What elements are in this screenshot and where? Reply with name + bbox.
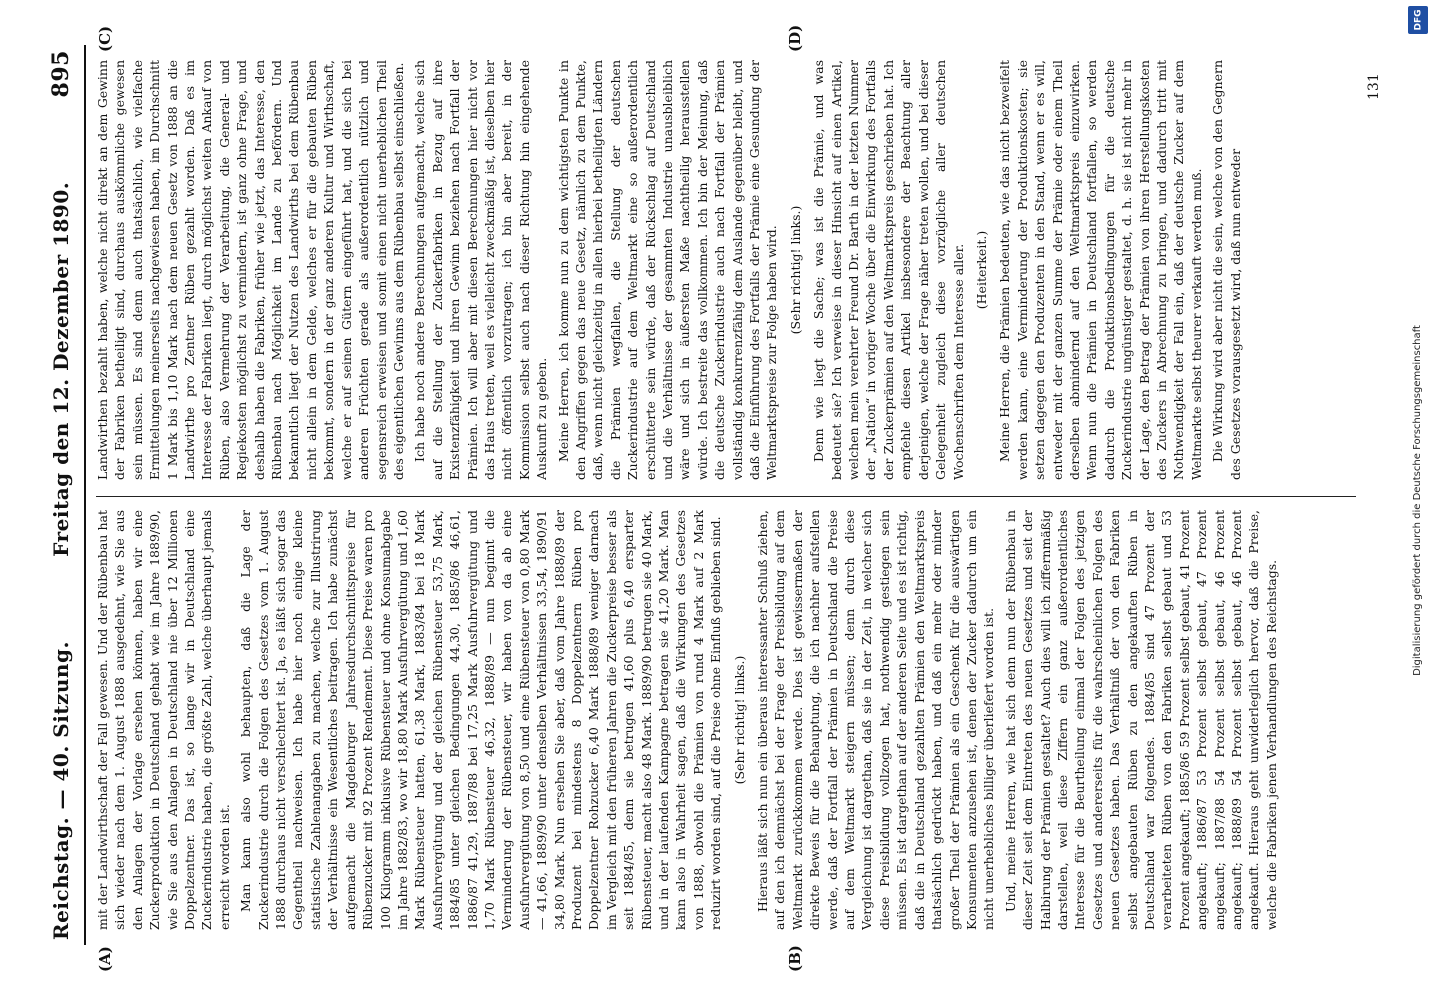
attribution-strip [1406, 0, 1428, 1000]
left-paragraph-1: mit der Landwirthschaft der Fall gewesen. Und der Rübenbau hat sich wieder nach dem 1. August 1888 ausgedehnt, wie Sie aus den Anlagen der Vorlage ersehen können, haben wir eine Zuckerproduktion in Deutschland gehabt wie im Jahre 1889/90, wie Sie aus den Anlagen in Deutschland nie über 12 Millionen Doppelzentner. Das ist, so lange wir in Deutschland eine Zuckerindustrie haben, die größte Zahl, welche überhaupt jemals erreicht worden ist. [95, 510, 232, 930]
dfg-logo: DFG [1408, 6, 1428, 34]
right-paragraph-6: Die Wirkung wird aber nicht die sein, welche von den Gegnern des Gesetzes vorausgesetzt wird, daß nun entweder [1210, 60, 1243, 480]
right-paragraph-1: Landwirthen bezahlt haben, welche nicht direkt an dem Gewinn der Fabriken betheiligt sind, durchaus auskömmliche gewesen sein müssen. Es sind denn auch thatsächlich, wie vielfache Ermittelungen meinerseits nachgewiesen haben, im Durchschnitt 1 Mark bis 1,10 Mark nach dem neuen Gesetz von 1888 an die Landwirthe pro Zentner Rüben gezahlt worden. Daß es im Interesse der Fabriken liegt, durch möglichst weiten Ankauf von Rüben, also Vermehrung der Verarbeitung, die General- und Regiekosten möglichst zu vermindern, ist ganz ohne Frage, und deshalb haben die Fabriken, früher wie jetzt, das Interesse, den Rübenbau nach Möglichkeit im Lande zu befördern. Und bekanntlich liegt der Nutzen des Landwirths bei dem Rübenbau nicht allein in dem Gelde, welches er für die gebauten Rüben bekommt, sondern in der ganz anderen Kultur und Wirthschaft, welche er auf seinen Gütern eingeführt hat, und die sich bei anderen Früchten gerade als außerordentlich nützlich und segensreich erweisen und somit einen nicht unerheblichen Theil des eigentlichen Gewinns aus dem Rübenbau selbst einschließen. [95, 60, 406, 480]
header-date: Freitag den 12. Dezember 1890. [49, 181, 73, 557]
margin-letter-a: (A) [96, 946, 114, 972]
left-paragraph-4: Und, meine Herren, wie hat sich denn nun der Rübenbau in dieser Zeit seit dem Eintreten des neuen Gesetzes und seit der Halbirung der Prämien gestaltet? Auch dies will ich ziffernmäßig darstellen, weil diese Ziffern ein ganz außerordentliches Interesse für die Beurtheilung einmal der Folgen des jetzigen Gesetzes und andererseits für die wahrscheinlichen Folgen des neuen Gesetzes haben. Das Verhältniß der von den Fabriken selbst angebauten Rüben zu den angekauften Rüben in Deutschland war folgendes. 1884/85 sind 47 Prozent der verarbeiteten Rüben von den Fabriken selbst gebaut und 53 Prozent angekauft; 1885/86 59 Prozent selbst gebaut, 41 Prozent angekauft; 1886/87 53 Prozent selbst gebaut, 47 Prozent angekauft; 1887/88 54 Prozent selbst gebaut, 46 Prozent angekauft; 1888/89 54 Prozent selbst gebaut, 46 Prozent angekauft. Hieraus geht unwiderleglich hervor, daß die Preise, welche die Fabriken jenen Verhandlungen des Reichstags. [1002, 510, 1279, 930]
left-column [94, 510, 1364, 930]
left-paragraph-2: Man kann also wohl behaupten, daß die Lage der Zuckerindustrie durch die Folgen des Gesetzes vom 1. August 1888 durchaus nicht verschlechtert ist. Ja, es läßt sich sogar das Gegentheil nachweisen. Ich habe hier noch einige kleine statistische Zahlenangaben zu machen, welche zur Illustrirung der Verhältnisse ein Wesentliches beitragen. Ich habe zunächst aufgemacht die Magdeburger Jahresdurchschnittspreise für Rübenzucker mit 92 Prozent Rendement. Diese Preise waren pro 100 Kilogramm inklusive Rübensteuer und ohne Konsumabgabe im Jahre 1882/83, wo wir 18,80 Mark Ausfuhrvergütung und 1,60 Mark Rübensteuer hatten, 61,38 Mark, 1883/84 bei 18 Mark Ausfuhrvergütung und der gleichen Rübensteuer 53,75 Mark, 1884/85 unter gleichen Bedingungen 44,30, 1885/86 46,61, 1886/87 41,29, 1887/88 bei 17,25 Mark Ausfuhrvergütung und 1,70 Mark Rübensteuer 46,32, 1888/89 — nun beginnt die Verminderung der Rübensteuer, wir haben von da ab eine Ausfuhrvergütung von 8,50 und eine Rübensteuer von 0,80 Mark — 41,66, 1889/90 unter denselben Verhältnissen 33,54, 1890/91 34,80 Mark. Nun ersehen Sie aber, daß vom Jahre 1888/89 der Produzent bei mindestens 8 Doppelzentnern Rüben pro Doppelzentner Rohzucker 6,40 Mark 1888/89 weniger darnach im Vergleich mit den früheren Jahren die Zuckerpreise besser als seit 1884/85, denn sie betrugen 41,60 plus 6,40 ersparter Rübensteuer, macht also 48 Mark. 1889/90 betrugen sie 40 Mark, und in der laufenden Kampagne betragen sie 41,20 Mark. Man kann also in Wahrheit sagen, daß die Wirkungen des Gesetzes von 1888, obwohl die Prämien von rund 4 Mark auf 2 Mark reduzirt worden sind, auf die Preise ohne Einfluß geblieben sind. [238, 510, 724, 930]
attribution-text: Digitalisierung gefördert durch die Deutsche Forschungsgemeinschaft [1411, 324, 1423, 676]
header-session: Reichstag. — 40. Sitzung. [49, 641, 73, 940]
column-divider [96, 496, 1356, 497]
page-header [48, 50, 78, 940]
margin-letter-b: (B) [786, 945, 804, 972]
margin-letter-c: (C) [96, 25, 114, 52]
header-page-number: 895 [48, 50, 74, 98]
rotated-page [26, 20, 1396, 1000]
right-column [94, 60, 1364, 480]
header-rule [84, 45, 86, 945]
right-note-laughter: (Heiterkeit.) [973, 230, 989, 310]
right-paragraph-4: Denn wie liegt die Sache; was ist die Prämie, und was bedeutet sie? Ich verweise in dieser Hinsicht auf einen Artikel, welchen mein verehrter Freund Dr. Barth in der letzten Nummer der „Nation“ in voriger Woche über die Einwirkung des Fortfalls der Zuckerprämien auf den Weltmarktspreis geschrieben hat. Ich empfehle diesen Artikel insbesondere der Beachtung aller derjenigen, welche der Frage näher treten wollen, und bei dieser Gelegenheit zugleich diese vorzügliche aller deutschen Wochenschriften dem Interesse aller. [811, 60, 966, 480]
right-paragraph-5: Meine Herren, die Prämien bedeuten, wie das nicht bezweifelt werden kann, eine Verminderung der Produktionskosten; sie setzen dagegen den Produzenten in den Stand, wenn er es will, entweder mit der ganzen Summe der Prämie oder einem Theil derselben abmindernd auf den Weltmarktspreis einzuwirken. Wenn nun die Prämien in Deutschland fortfallen, so werden dadurch die Produktionsbedingungen für die deutsche Zuckerindustrie ungünstiger gestaltet, d. h. sie ist nicht mehr in der Lage, den Betrag der Prämien von ihren Herstellungskosten des Zuckers in Abrechnung zu bringen, und dadurch tritt mit Nothwendigkeit der Fall ein, daß der deutsche Zucker auf dem Weltmarkte selbst theurer verkauft werden muß. [997, 60, 1204, 480]
right-paragraph-3: Meine Herren, ich komme nun zu dem wichtigsten Punkte in den Angriffen gegen das neue Gesetz, nämlich zu dem Punkte, daß, wenn nicht gleichzeitig in allen hierbei betheiligten Ländern die Prämien wegfallen, die Stellung der deutschen Zuckerindustrie auf dem Weltmarkt eine so außerordentlich erschütterte sein würde, daß der Rückschlag auf Deutschland und die Verhältnisse der gesammten Industrie unausbleiblich wäre und sich in äußersten Maße nachtheilig herausstellen würde. Ich bestreite das vollkommen. Ich bin der Meinung, daß die deutsche Zuckerindustrie auch nach Fortfall der Prämien vollständig konkurrenzfähig dem Auslande gegenüber bleibt, und daß die Einführung des Fortfalls der Prämie eine Gesundung der Weltmarktspreise zur Folge haben wird. [555, 60, 780, 480]
left-note-applause: (Sehr richtig! links.) [731, 655, 747, 785]
right-note-applause: (Sehr richtig! links.) [787, 205, 803, 335]
margin-letter-d: (D) [786, 24, 804, 52]
left-paragraph-3: Hieraus läßt sich nun ein überaus interessanter Schluß ziehen, auf den ich demnächst bei der Frage der Preisbildung auf dem Weltmarkt zurückkommen werde. Dies ist gewissermaßen der direkte Beweis für die Behauptung, die ich nachher aufstellen werde, daß der Fortfall der Prämien in Deutschland die Preise auf dem Weltmarkt steigern müssen; denn durch diese Vergleichung ist dargethan, daß sie in der Zeit, in welcher sich diese Preisbildung vollzogen hat, nothwendig gestiegen sein müssen. Es ist dargethan auf der anderen Seite und es ist richtig, daß die in Deutschland gezahlten Prämien den Weltmarktspreis thatsächlich gedrückt haben, und daß ein mehr oder minder großer Theil der Prämien als ein Geschenk für die auswärtigen Konsumenten anzusehen ist, denen der Zucker dadurch um ein nicht unerhebliches billiger überliefert worden ist. [755, 510, 997, 930]
footer-sheet-number: 131 [1366, 73, 1382, 100]
right-paragraph-2: Ich habe noch andere Berechnungen aufgemacht, welche sich auf die Stellung der Zuckerfabriken in Bezug auf ihre Existenzfähigkeit und ihren Gewinn beziehen nach Fortfall der Prämien. Ich will aber mit diesen Berechnungen hier nicht vor das Haus treten, weil es vielleicht zweckmäßig ist, dieselben hier nicht öffentlich vorzutragen; ich bin aber bereit, in der Kommission selbst auch nach dieser Richtung hin eingehende Auskunft zu geben. [412, 60, 550, 480]
